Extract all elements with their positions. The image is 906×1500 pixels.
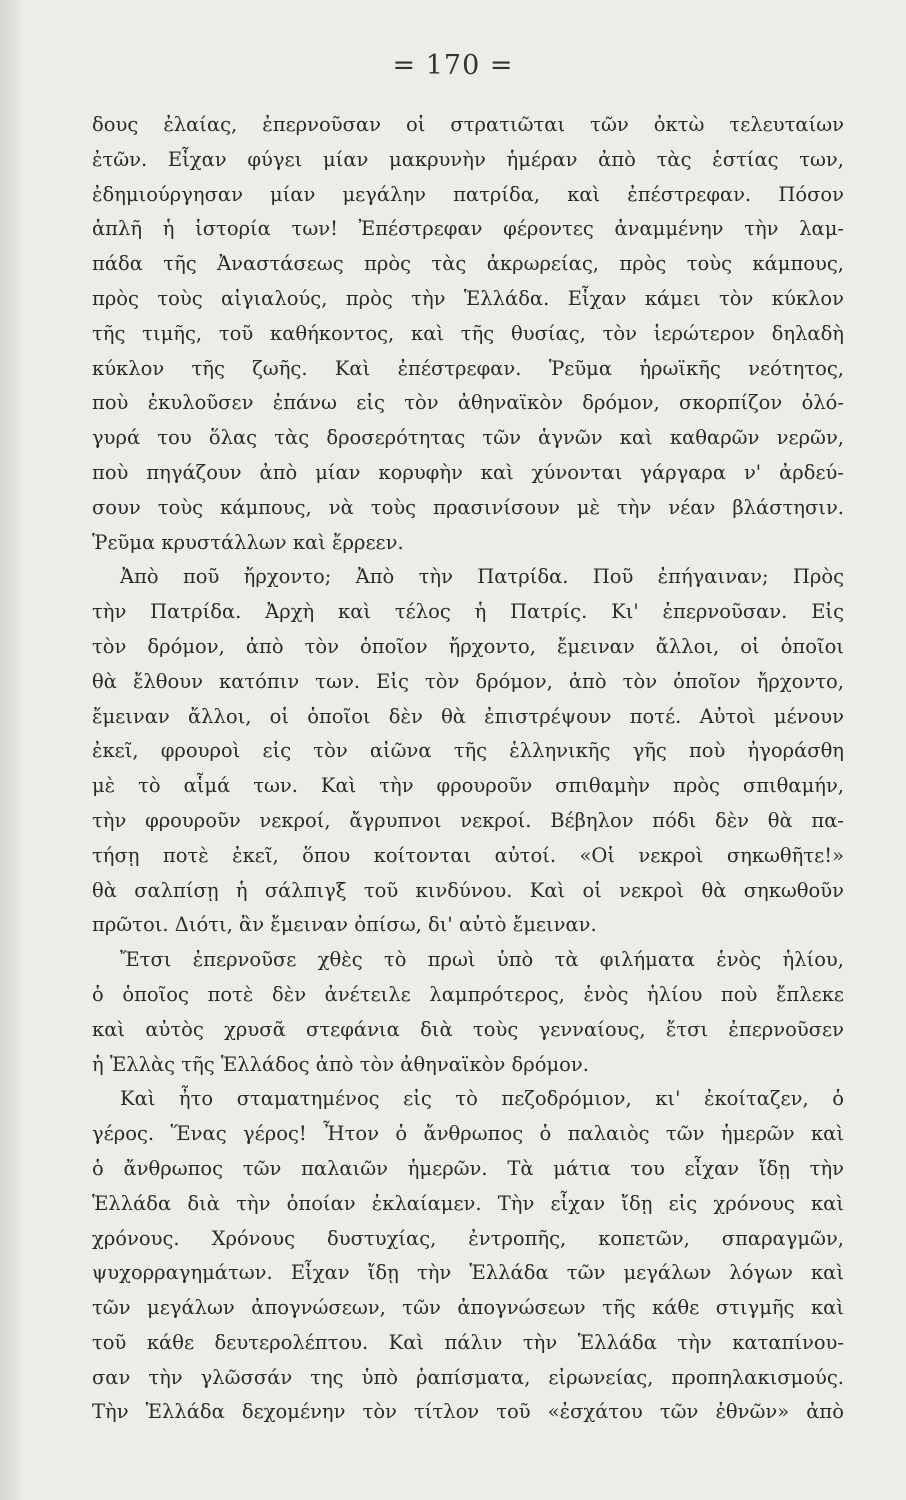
text-line: Ἔτσι ἐπερνοῦσε χθὲς τὸ πρωὶ ὑπὸ τὰ φιλήματα ἑνὸς ἡλίου,: [120, 948, 844, 972]
text-line: γυρά του ὅλας τὰς δροσερότητας τῶν ἁγνῶν καὶ καθαρῶν νερῶν,: [92, 426, 844, 450]
text-line: ποὺ ἐκυλοῦσεν ἐπάνω εἰς τὸν ἀθηναϊκὸν δρόμον, σκορπίζον ὁλό-: [92, 391, 844, 415]
page-number: = 170 =: [392, 50, 514, 81]
text-line: τοῦ κάθε δευτερολέπτου. Καὶ πάλιν τὴν Ἑλλάδα τὴν καταπίνου-: [92, 1330, 844, 1354]
text-line: ψυχορραγημάτων. Εἶχαν ἴδῃ τὴν Ἑλλάδα τῶν μεγάλων λόγων καὶ: [92, 1261, 844, 1285]
text-line: τὴν φρουροῦν νεκροί, ἄγρυπνοι νεκροί. Βέβηλον πόδι δὲν θὰ πα-: [92, 808, 844, 832]
body-text: [92, 108, 844, 1430]
text-line: χρόνους. Χρόνους δυστυχίας, ἐντροπῆς, κοπετῶν, σπαραγμῶν,: [92, 1226, 844, 1250]
text-line: πρῶτοι. Διότι, ἂν ἔμειναν ὀπίσω, δι' αὐτὸ ἔμειναν.: [92, 913, 597, 937]
text-line: ἡ Ἑλλὰς τῆς Ἑλλάδος ἀπὸ τὸν ἀθηναϊκὸν δρόμον.: [92, 1052, 589, 1076]
text-line: ἔμειναν ἄλλοι, οἱ ὁποῖοι δὲν θὰ ἐπιστρέψουν ποτέ. Αὐτοὶ μένουν: [92, 704, 844, 728]
text-line: καὶ αὐτὸς χρυσᾶ στεφάνια διὰ τοὺς γενναίους, ἔτσι ἐπερνοῦσεν: [92, 1017, 844, 1041]
text-line: γέρος. Ἕνας γέρος! Ἦτον ὁ ἄνθρωπος ὁ παλαιὸς τῶν ἡμερῶν καὶ: [92, 1122, 844, 1146]
text-line: δους ἐλαίας, ἐπερνοῦσαν οἱ στρατιῶται τῶν ὀκτὼ τελευταίων: [92, 113, 844, 136]
text-line: Ῥεῦμα κρυστάλλων καὶ ἔρρεεν.: [92, 530, 404, 554]
text-line: θὰ ἔλθουν κατόπιν των. Εἰς τὸν δρόμον, ἀπὸ τὸν ὁποῖον ἤρχοντο,: [92, 669, 844, 693]
text-line: ἐκεῖ, φρουροὶ εἰς τὸν αἰῶνα τῆς ἑλληνικῆς γῆς ποὺ ἠγοράσθη: [92, 739, 844, 763]
text-line: μὲ τὸ αἷμά των. Καὶ τὴν φρουροῦν σπιθαμὴν πρὸς σπιθαμήν,: [92, 774, 844, 798]
text-line: ὁ ἄνθρωπος τῶν παλαιῶν ἡμερῶν. Τὰ μάτια του εἶχαν ἴδῃ τὴν: [92, 1156, 844, 1180]
text-line: ἐδημιούργησαν μίαν μεγάλην πατρίδα, καὶ ἐπέστρεφαν. Πόσον: [92, 182, 844, 206]
text-line: πάδα τῆς Ἀναστάσεως πρὸς τὰς ἀκρωρείας, πρὸς τοὺς κάμπους,: [92, 252, 844, 276]
text-line: ἁπλῆ ἡ ἱστορία των! Ἐπέστρεφαν φέροντες ἀναμμένην τὴν λαμ-: [92, 217, 844, 241]
text-line: Ἀπὸ ποῦ ἤρχοντο; Ἀπὸ τὴν Πατρίδα. Ποῦ ἐπήγαιναν; Πρὸς: [120, 565, 844, 589]
text-line: κύκλον τῆς ζωῆς. Καὶ ἐπέστρεφαν. Ῥεῦμα ἡρωϊκῆς νεότητος,: [92, 356, 844, 380]
text-line: τὴν Πατρίδα. Ἀρχὴ καὶ τέλος ἡ Πατρίς. Κι' ἐπερνοῦσαν. Εἰς: [92, 600, 844, 624]
text-line: Ἑλλάδα διὰ τὴν ὁποίαν ἐκλαίαμεν. Τὴν εἶχαν ἴδῃ εἰς χρόνους καὶ: [92, 1191, 844, 1215]
text-line: Καὶ ἦτο σταματημένος εἰς τὸ πεζοδρόμιον, κι' ἐκοίταζεν, ὁ: [120, 1087, 844, 1111]
text-line: σουν τοὺς κάμπους, νὰ τοὺς πρασινίσουν μὲ τὴν νέαν βλάστησιν.: [92, 495, 844, 519]
text-line: σαν τὴν γλῶσσάν της ὑπὸ ῥαπίσματα, εἰρωνείας, προπηλακισμούς.: [92, 1365, 844, 1389]
text-line: τῆς τιμῆς, τοῦ καθήκοντος, καὶ τῆς θυσίας, τὸν ἱερώτερον δηλαδὴ: [92, 321, 844, 345]
text-line: ὁ ὁποῖος ποτὲ δὲν ἀνέτειλε λαμπρότερος, ἑνὸς ἡλίου ποὺ ἔπλεκε: [92, 982, 844, 1006]
text-line: Τὴν Ἑλλάδα δεχομένην τὸν τίτλον τοῦ «ἐσχάτου τῶν ἐθνῶν» ἀπὸ: [92, 1400, 844, 1424]
text-line: ποὺ πηγάζουν ἀπὸ μίαν κορυφὴν καὶ χύνονται γάργαρα ν' ἀρδεύ-: [92, 460, 844, 484]
text-line: τὸν δρόμον, ἀπὸ τὸν ὁποῖον ἤρχοντο, ἔμειναν ἄλλοι, οἱ ὁποῖοι: [92, 634, 844, 658]
text-line: πρὸς τοὺς αἰγιαλούς, πρὸς τὴν Ἑλλάδα. Εἶχαν κάμει τὸν κύκλον: [92, 286, 844, 310]
text-line: θὰ σαλπίσῃ ἡ σάλπιγξ τοῦ κινδύνου. Καὶ οἱ νεκροὶ θὰ σηκωθοῦν: [92, 878, 844, 902]
text-line: ἐτῶν. Εἶχαν φύγει μίαν μακρυνὴν ἡμέραν ἀπὸ τὰς ἑστίας των,: [92, 147, 844, 171]
text-line: τήσῃ ποτὲ ἐκεῖ, ὅπου κοίτονται αὐτοί. «Οἱ νεκροὶ σηκωθῆτε!»: [92, 843, 844, 867]
text-line: τῶν μεγάλων ἀπογνώσεων, τῶν ἀπογνώσεων τῆς κάθε στιγμῆς καὶ: [92, 1296, 844, 1320]
